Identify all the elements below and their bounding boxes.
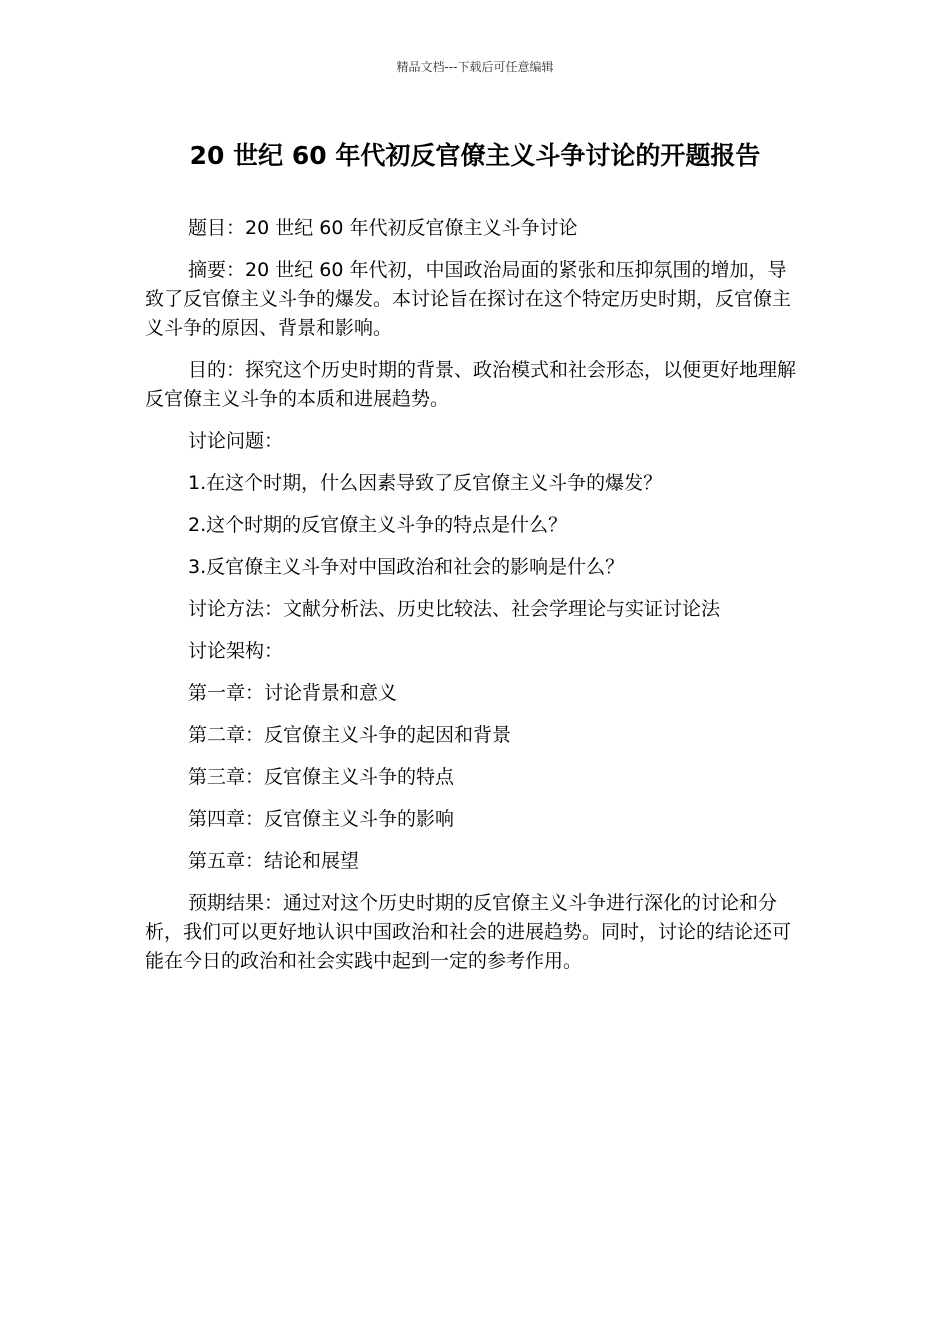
paragraph-topic: 题目：20 世纪 60 年代初反官僚主义斗争讨论 [188,217,578,239]
paragraph-chapter-4: 第四章：反官僚主义斗争的影响 [188,808,455,830]
paragraph-chapter-3: 第三章：反官僚主义斗争的特点 [188,766,455,788]
paragraph-chapter-1: 第一章：讨论背景和意义 [188,682,398,704]
paragraph-questions-heading: 讨论问题： [188,430,284,452]
paragraph-question-3: 3.反官僚主义斗争对中国政治和社会的影响是什么？ [188,556,625,578]
paragraph-methods: 讨论方法：文献分析法、历史比较法、社会学理论与实证讨论法 [188,598,721,620]
document-title: 20 世纪 60 年代初反官僚主义斗争讨论的开题报告 [189,141,761,170]
paragraph-abstract: 摘要：20 世纪 60 年代初，中国政治局面的紧张和压抑氛围的增加，导致了反官僚主义斗争的爆发。本讨论旨在探讨在这个特定历史时期，反官僚主义斗争的原因、背景和影响。 [145,259,792,339]
document-body [145,214,805,989]
paragraph-structure-heading: 讨论架构： [188,640,284,662]
paragraph-chapter-2: 第二章：反官僚主义斗争的起因和背景 [188,724,512,746]
paragraph-purpose: 目的：探究这个历史时期的背景、政治模式和社会形态，以便更好地理解反官僚主义斗争的本质和进展趋势。 [145,359,797,410]
paragraph-question-1: 1.在这个时期，什么因素导致了反官僚主义斗争的爆发？ [188,472,663,494]
paragraph-chapter-5: 第五章：结论和展望 [188,850,360,872]
page-header-note: 精品文档---下载后可任意编辑 [396,60,554,74]
paragraph-question-2: 2.这个时期的反官僚主义斗争的特点是什么？ [188,514,568,536]
paragraph-expected-results: 预期结果：通过对这个历史时期的反官僚主义斗争进行深化的讨论和分析，我们可以更好地认识中国政治和社会的进展趋势。同时，讨论的结论还可能在今日的政治和社会实践中起到一定的参考作用。 [145,892,792,972]
